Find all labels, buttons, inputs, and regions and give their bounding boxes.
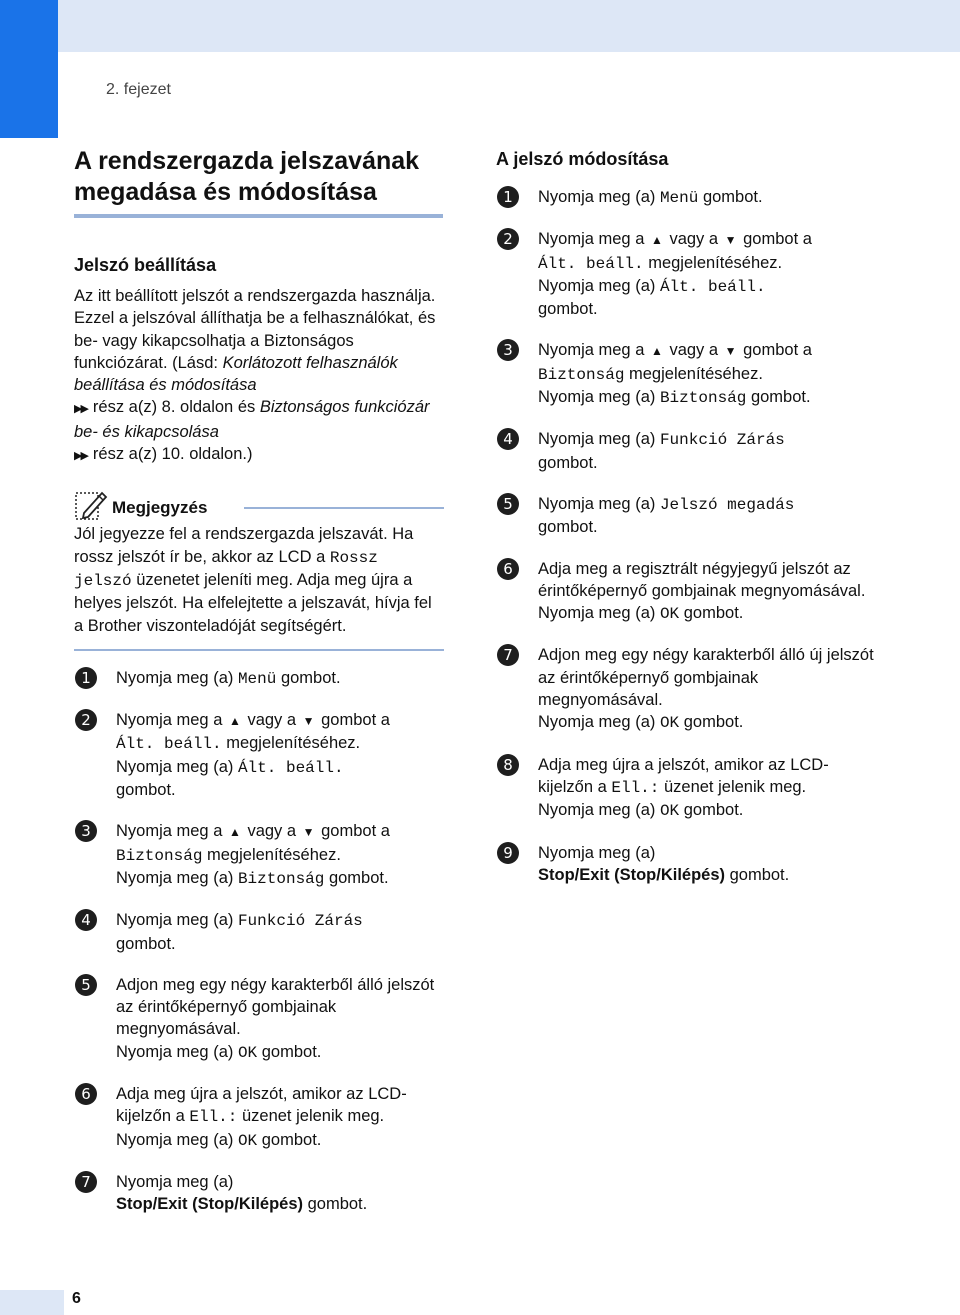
list-item	[496, 339, 876, 409]
step-number-badge: 5	[75, 974, 97, 996]
step-text: Nyomja meg (a)	[116, 1172, 234, 1191]
step-text: megjelenítéséhez.	[643, 253, 783, 272]
step-lcd-text: OK	[659, 802, 680, 821]
arrow-icon: ▶▶	[74, 450, 87, 463]
step-text: gombot.	[698, 188, 763, 206]
note-text	[74, 523, 444, 636]
section-heading-set-password: Jelszó beállítása	[74, 255, 217, 275]
step-text: Nyomja meg (a)	[116, 911, 238, 930]
list-item	[496, 428, 876, 474]
step-lcd-text: Biztonság	[116, 846, 203, 865]
up-arrow-icon: ▲	[228, 825, 241, 840]
step-lcd-text: Biztonság	[538, 365, 625, 384]
chapter-label: 2. fejezet	[106, 81, 171, 98]
step-text: vagy a	[242, 822, 301, 841]
step-number-badge: 3	[497, 339, 519, 361]
step-text: gombot.	[679, 801, 744, 820]
step-text: megjelenítéséhez.	[624, 364, 763, 383]
step-text: Nyomja meg (a)	[538, 713, 660, 732]
intro-ref-2: rész a(z) 10. oldalon.)	[92, 445, 253, 464]
list-item	[74, 667, 444, 690]
step-text: gombot.	[538, 300, 598, 319]
step-text: gombot a	[316, 711, 390, 730]
step-text: gombot.	[679, 713, 744, 732]
step-number-badge: 3	[75, 820, 97, 842]
step-lcd-text: Jelszó megadás	[659, 495, 795, 514]
list-item	[74, 909, 444, 955]
step-text: Nyomja meg (a)	[538, 388, 660, 407]
step-number-badge: 4	[497, 428, 519, 450]
step-text: Nyomja meg (a)	[538, 843, 656, 862]
set-password-steps	[74, 667, 444, 1216]
step-number-badge: 7	[497, 644, 519, 666]
step-lcd-text: OK	[659, 605, 680, 624]
down-arrow-icon: ▼	[724, 344, 737, 359]
step-text: megjelenítéséhez.	[202, 845, 341, 864]
step-text: Adja meg újra a jelszót, amikor az LCD-kijelzőn a	[538, 755, 829, 796]
list-item	[496, 842, 876, 887]
step-text: üzenet jelenik meg.	[237, 1107, 385, 1126]
list-item	[496, 754, 876, 823]
step-number-badge: 6	[75, 1083, 97, 1105]
step-text: gombot.	[303, 1195, 368, 1214]
page-title-line2: megadása és módosítása	[74, 177, 377, 206]
step-lcd-text: Ált. beáll.	[237, 758, 344, 777]
intro-text: Az itt beállított jelszót a rendszergazda használja. Ezzel a jelszóval állíthatja be a felhasználókat, és be- vagy kikapcsolhatja a Biztonságos funkciózárat. (Lásd:	[74, 287, 436, 372]
step-lcd-text: Menü	[237, 669, 277, 688]
step-text: Nyomja meg (a)	[116, 757, 238, 776]
step-text: Nyomja meg (a)	[538, 430, 660, 449]
step-number-badge: 7	[75, 1171, 97, 1193]
right-column	[496, 146, 876, 905]
xref-secure-function-lock[interactable]: Biztonságos funkciózár be- és kikapcsolása	[74, 398, 430, 441]
step-text: gombot.	[257, 1130, 322, 1149]
step-text: vagy a	[242, 711, 301, 730]
step-number-badge: 1	[75, 667, 97, 689]
up-arrow-icon: ▲	[650, 233, 663, 248]
step-number-badge: 9	[497, 842, 519, 864]
step-lcd-text: Menü	[659, 189, 699, 207]
step-text: Nyomja meg a	[538, 341, 649, 360]
step-lcd-text: Biztonság	[237, 869, 325, 888]
step-number-badge: 6	[497, 558, 519, 580]
step-lcd-text: OK	[237, 1131, 258, 1150]
change-password-steps	[496, 186, 876, 886]
step-number-badge: 5	[497, 493, 519, 515]
step-text: Nyomja meg (a)	[116, 668, 238, 687]
step-text: Nyomja meg a	[116, 711, 227, 730]
list-item	[74, 974, 444, 1064]
down-arrow-icon: ▼	[724, 233, 737, 248]
arrow-icon: ▶▶	[74, 403, 87, 416]
step-text: gombot.	[725, 865, 790, 884]
step-number-badge: 2	[497, 228, 519, 250]
step-number-badge: 1	[497, 186, 519, 208]
step-text: Nyomja meg (a)	[538, 801, 660, 820]
step-lcd-text: Ált. beáll.	[116, 735, 222, 754]
step-lcd-text: Funkció Zárás	[237, 912, 363, 931]
step-number-badge: 8	[497, 754, 519, 776]
stop-exit-key-label: Stop/Exit (Stop/Kilépés)	[538, 865, 726, 884]
stop-exit-key-label: Stop/Exit (Stop/Kilépés)	[116, 1195, 304, 1214]
intro-ref-1: rész a(z) 8. oldalon és	[92, 398, 260, 417]
down-arrow-icon: ▼	[302, 714, 315, 729]
note-bottom-rule	[74, 649, 444, 651]
step-text: vagy a	[664, 341, 723, 360]
step-text: Nyomja meg (a)	[538, 494, 660, 513]
step-text: vagy a	[664, 230, 723, 249]
list-item	[74, 1171, 444, 1216]
note-title: Megjegyzés	[112, 498, 208, 518]
step-text: Nyomja meg a	[538, 230, 649, 249]
list-item	[74, 820, 444, 890]
step-text: Nyomja meg (a)	[538, 276, 660, 295]
step-text: Nyomja meg (a)	[116, 1042, 238, 1061]
step-text: gombot.	[324, 868, 389, 887]
step-lcd-text: Funkció Zárás	[659, 431, 785, 450]
header-band	[0, 0, 960, 52]
step-text: gombot.	[257, 1042, 322, 1061]
step-text: Nyomja meg (a)	[538, 604, 660, 623]
step-text: Adjon meg egy négy karakterből álló új jelszót az érintőképernyő gombjainak megnyomásával.	[538, 646, 874, 710]
intro-paragraph	[74, 285, 444, 467]
step-text: gombot.	[116, 781, 176, 800]
up-arrow-icon: ▲	[650, 344, 663, 359]
step-text: gombot a	[738, 341, 812, 360]
step-text: gombot.	[679, 604, 744, 623]
step-lcd-text: Biztonság	[659, 389, 747, 408]
list-item	[496, 186, 876, 209]
page-number-bar	[0, 1290, 64, 1315]
note-divider	[244, 507, 444, 509]
step-text: gombot a	[738, 230, 812, 249]
step-lcd-text: OK	[237, 1043, 258, 1062]
step-lcd-text: Ált. beáll.	[538, 254, 644, 273]
note-lcd-message: Rossz jelszó	[74, 548, 378, 590]
list-item	[74, 1083, 444, 1152]
xref-restricted-users[interactable]: Korlátozott felhasználók beállítása és módosítása	[74, 353, 398, 395]
step-text: Adja meg a regisztrált négyjegyű jelszót az érintőképernyő gombjainak megnyomásával.	[538, 559, 866, 600]
chapter-tab	[0, 0, 58, 138]
list-item	[74, 709, 444, 801]
step-text: Nyomja meg (a)	[116, 1130, 238, 1149]
step-text: gombot a	[316, 822, 390, 841]
left-column	[74, 146, 444, 1235]
note-text-2: üzenetet jeleníti meg. Adja meg újra a helyes jelszót. Ha elfelejtette a jelszavát, hívja fel a Brother viszonteladóját segítségért.	[74, 570, 432, 635]
list-item	[496, 228, 876, 320]
step-text: gombot.	[746, 388, 811, 407]
step-lcd-text: Ált. beáll.	[659, 277, 766, 296]
step-text: Nyomja meg a	[116, 822, 227, 841]
step-text: Nyomja meg (a)	[538, 188, 660, 206]
step-text: Adjon meg egy négy karakterből álló jelszót az érintőképernyő gombjainak megnyomásával.	[116, 975, 435, 1039]
step-text: gombot.	[116, 934, 176, 953]
step-lcd-text: OK	[659, 714, 680, 733]
down-arrow-icon: ▼	[302, 825, 315, 840]
note-text-1: Jól jegyezze fel a rendszergazda jelszavát. Ha rossz jelszót ír be, akkor az LCD a	[74, 525, 414, 566]
page-title-line1: A rendszergazda jelszavának	[74, 147, 420, 175]
step-text: gombot.	[538, 453, 598, 472]
step-text: gombot.	[538, 518, 598, 537]
list-item	[496, 558, 876, 626]
list-item	[496, 493, 876, 539]
step-text: Adja meg újra a jelszót, amikor az LCD-kijelzőn a	[116, 1085, 407, 1126]
step-number-badge: 2	[75, 709, 97, 731]
page-number: 6	[72, 1290, 81, 1307]
note-pencil-icon	[74, 487, 108, 521]
step-text: üzenet jelenik meg.	[659, 777, 807, 796]
list-item	[496, 644, 876, 734]
step-lcd-text: Ell.:	[189, 1108, 238, 1127]
step-text: gombot.	[276, 668, 341, 687]
title-rule	[74, 214, 443, 218]
section-heading-change-password: A jelszó módosítása	[496, 149, 669, 169]
step-text: Nyomja meg (a)	[116, 868, 238, 887]
step-lcd-text: Ell.:	[611, 778, 660, 797]
step-text: megjelenítéséhez.	[221, 734, 361, 753]
up-arrow-icon: ▲	[228, 714, 241, 729]
page-title	[74, 146, 444, 207]
note-box	[74, 487, 444, 650]
step-number-badge: 4	[75, 909, 97, 931]
